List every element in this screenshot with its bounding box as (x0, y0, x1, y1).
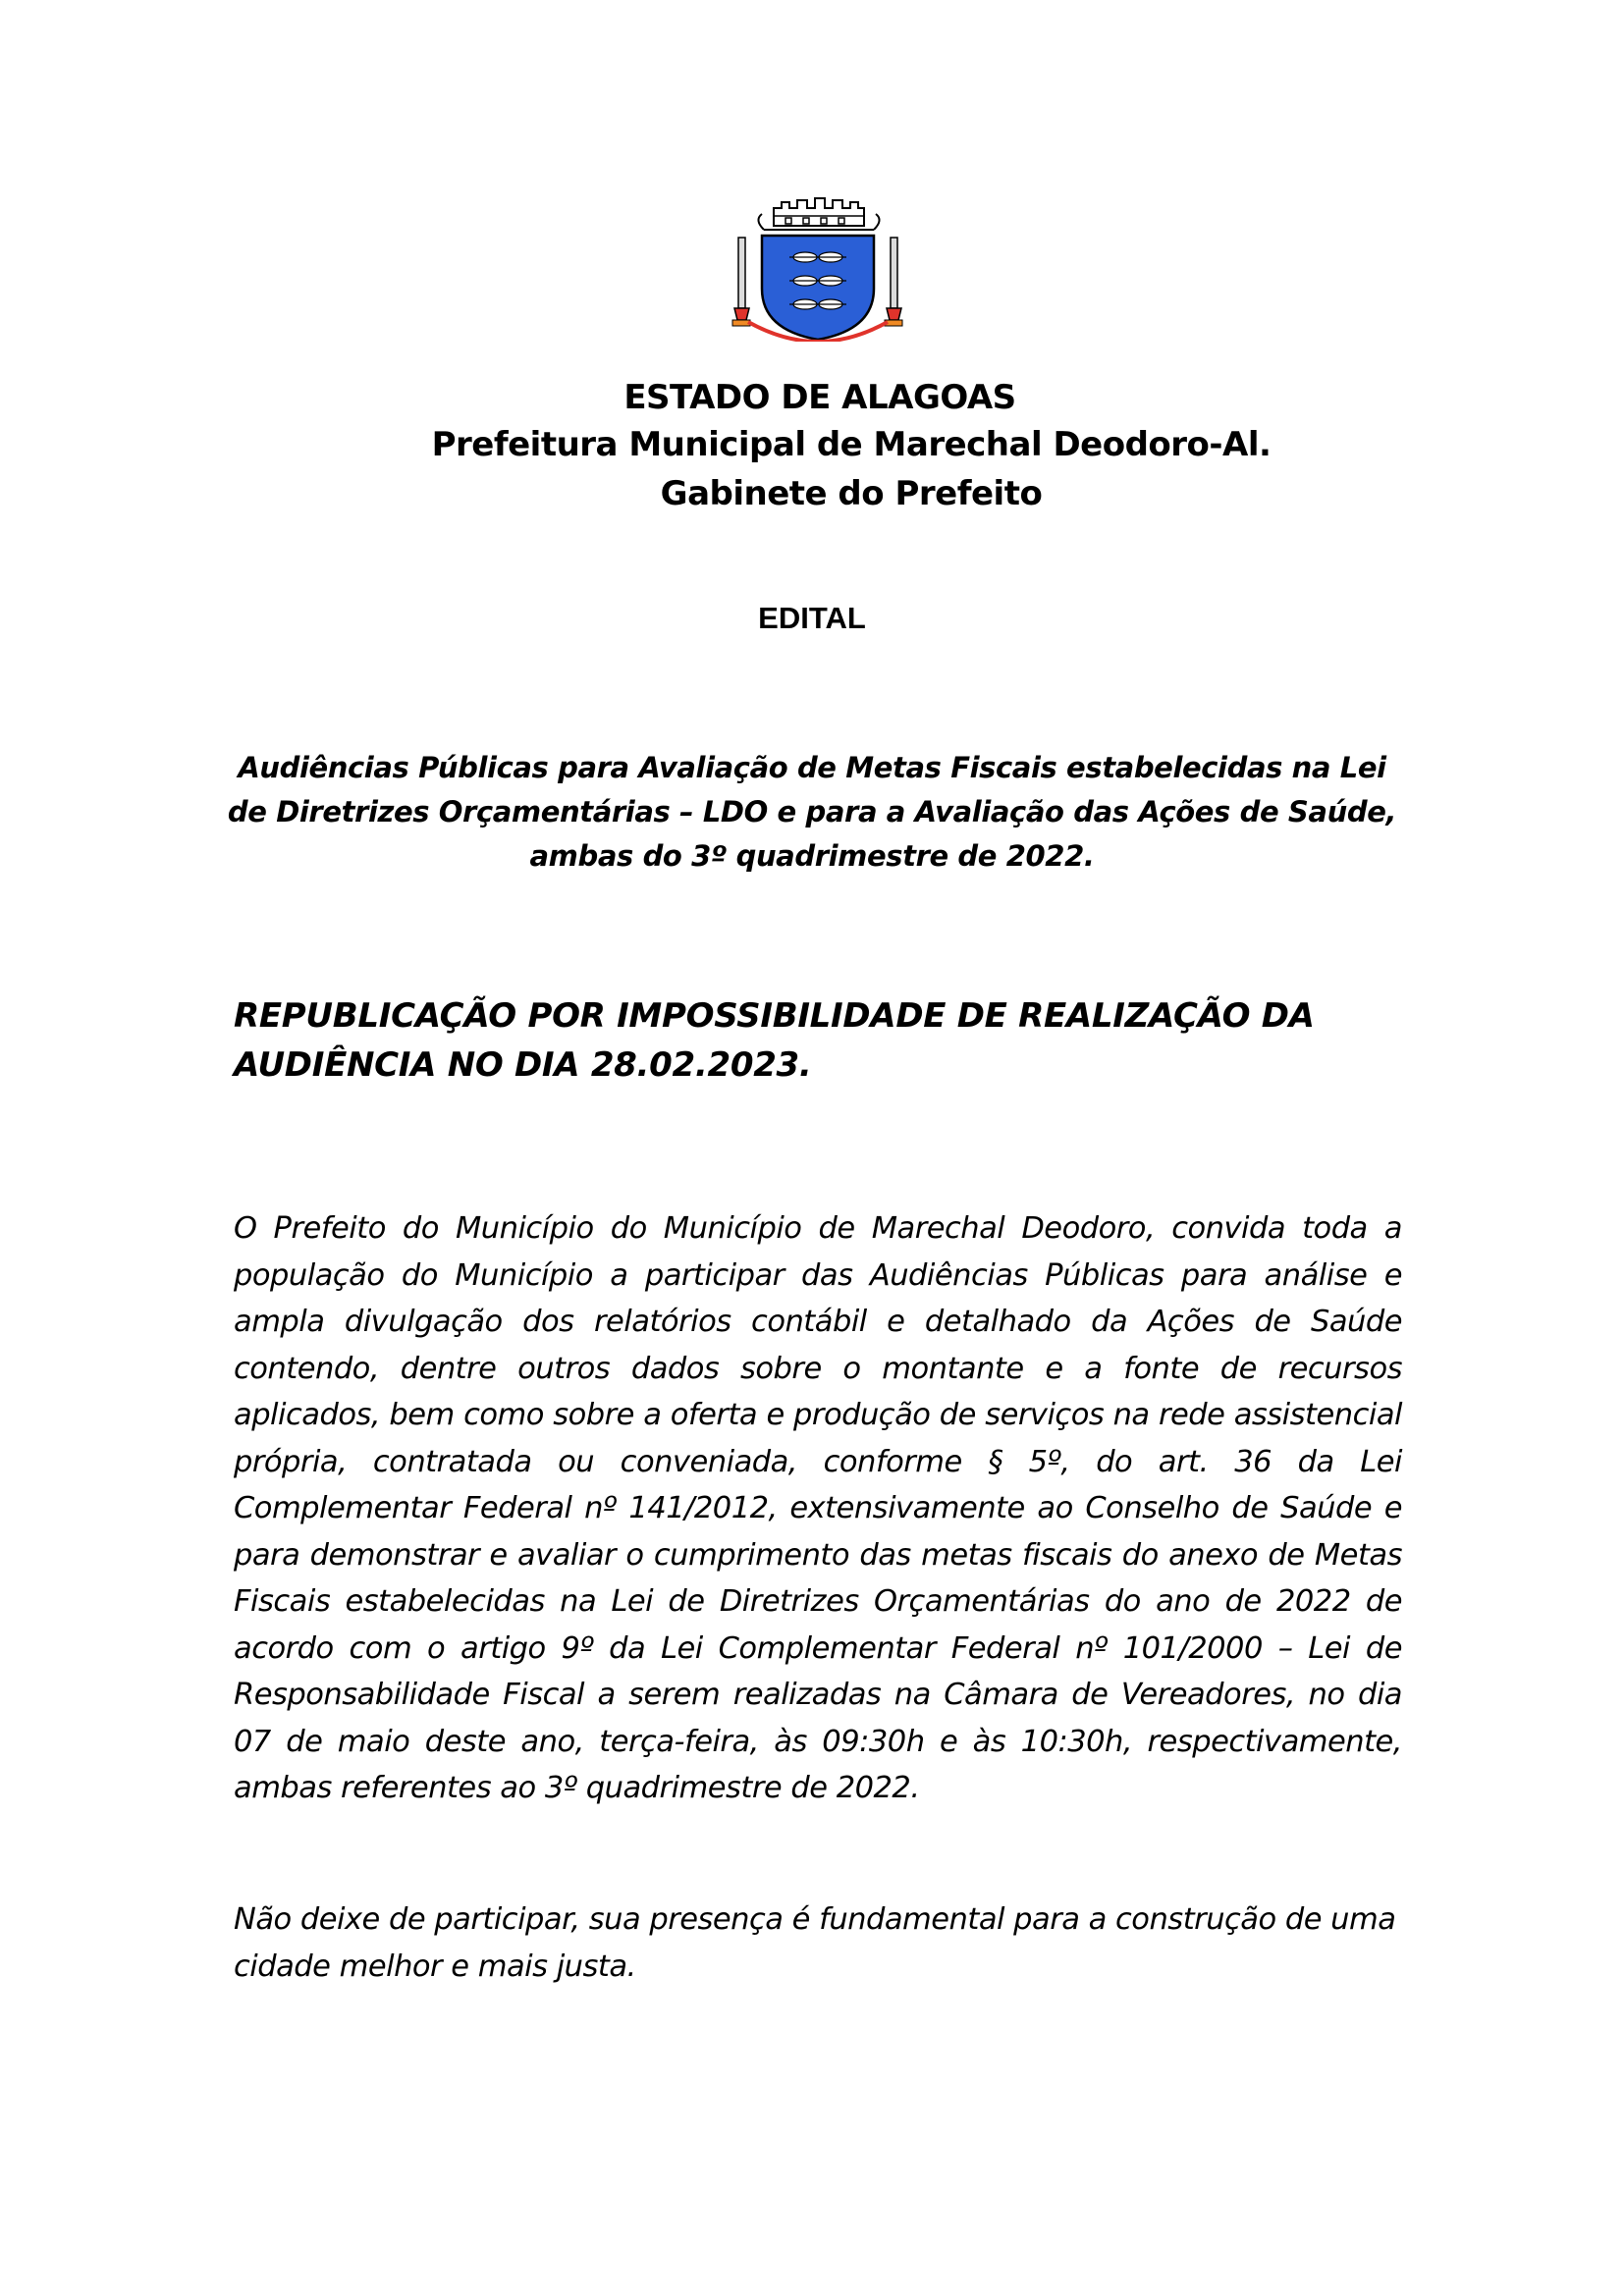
coat-of-arms-icon (725, 194, 911, 342)
invitation-paragraph: O Prefeito do Município do Município de Marechal Deodoro, convida toda a população do Município a participar das Audiências Públicas para análise e ampla divulgação dos relatórios contábil e detalhado da Ações de Saúde contendo, dentre outros dados sobre o montante e a fonte de recursos aplicados, bem como sobre a oferta e produção de serviços na rede assistencial própria, contratada ou conveniada, conforme § 5º, do art. 36 da Lei Complementar Federal nº 141/2012, extensivamente ao Conselho de Saúde e para demonstrar e avaliar o cumprimento das metas fiscais do anexo de Metas Fiscais estabelecidas na Lei de Diretrizes Orçamentárias do ano de 2022 de acordo com o artigo 9º da Lei Complementar Federal nº 101/2000 – Lei de Responsabilidade Fiscal a serem realizadas na Câmara de Vereadores, no dia 07 de maio deste ano, terça-feira, às 09:30h e às 10:30h, respectivamente, ambas referentes ao 3º quadrimestre de 2022. (234, 1211, 1402, 1805)
document-title: EDITAL (758, 601, 866, 635)
office-name: Gabinete do Prefeito (660, 474, 1043, 513)
republication-notice: REPUBLICAÇÃO POR IMPOSSIBILIDADE DE REALIZAÇÃO DA AUDIÊNCIA NO DIA 28.02.2023. (234, 996, 1315, 1085)
document-subject: Audiências Públicas para Avaliação de Metas Fiscais estabelecidas na Lei de Diretrizes Orçamentárias – LDO e para a Avaliação das Ações de Saúde, ambas do 3º quadrimestre de 2022. (227, 751, 1397, 873)
state-name: ESTADO DE ALAGOAS (623, 378, 1016, 417)
closing-paragraph: Não deixe de participar, sua presença é fundamental para a construção de uma cidade melhor e mais justa. (234, 1902, 1396, 1984)
municipality-name: Prefeitura Municipal de Marechal Deodoro-Al. (431, 425, 1272, 464)
